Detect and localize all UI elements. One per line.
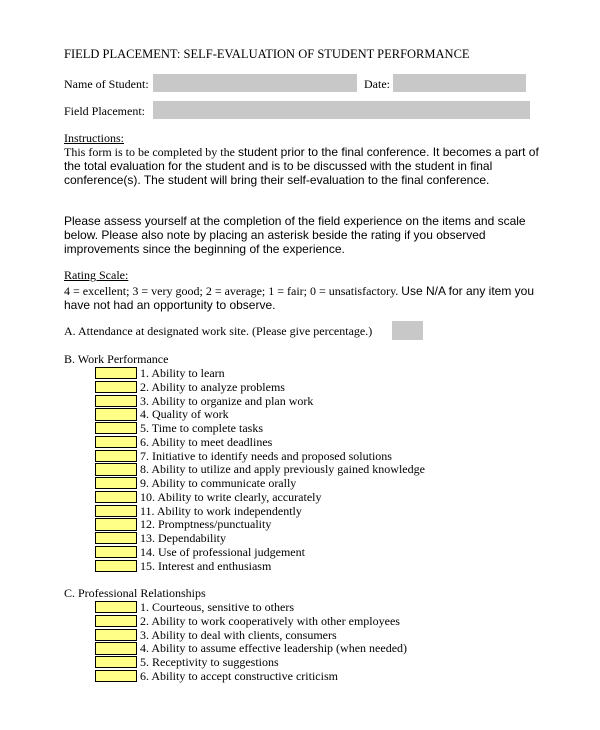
instructions-heading: Instructions:	[64, 131, 124, 145]
item-label: 3. Ability to deal with clients, consumers	[140, 627, 337, 642]
item-label: 2. Ability to work cooperatively with other employees	[140, 613, 400, 628]
rating-box[interactable]	[95, 422, 137, 434]
item-label: 5. Time to complete tasks	[140, 421, 263, 435]
item-label: 15. Interest and enthusiasm	[140, 558, 272, 573]
rating-scale-na: Use N/A for any item you have not had an opportunity to observe.	[64, 284, 535, 312]
rating-box[interactable]	[95, 601, 137, 613]
rating-box[interactable]	[95, 491, 137, 503]
rating-scale-heading: Rating Scale:	[64, 268, 129, 282]
rating-box[interactable]	[95, 463, 137, 475]
item-label: 6. Ability to accept constructive criticism	[140, 668, 338, 683]
item-label: 10. Ability to write clearly, accurately	[140, 489, 322, 504]
form-title: FIELD PLACEMENT: SELF-EVALUATION OF STUDENT PERFORMANCE	[64, 47, 470, 61]
name-label: Name of Student:	[64, 77, 149, 91]
instructions-text-serif: This form is to be completed by the	[64, 145, 238, 159]
rating-box[interactable]	[95, 395, 137, 407]
rating-box[interactable]	[95, 629, 137, 641]
rating-box[interactable]	[95, 518, 137, 530]
placement-label: Field Placement:	[64, 104, 145, 118]
professional-relationships-heading: C. Professional Relationships	[64, 586, 206, 600]
item-label: 4. Ability to assume effective leadership (when needed)	[140, 641, 408, 656]
rating-box[interactable]	[95, 642, 137, 654]
item-label: 3. Ability to organize and plan work	[140, 393, 314, 408]
date-label: Date:	[364, 77, 390, 91]
date-field[interactable]	[393, 74, 526, 92]
instructions-text-sans: student prior to the final conference. It becomes a part of the total evaluation for the student and is to be discussed with the student in final conference(s). The student will bring their self-evaluation to the final conference.	[64, 145, 539, 187]
rating-box[interactable]	[95, 367, 137, 379]
assessment-paragraph: Please assess yourself at the completion of the field experience on the items and scale below. Please also note by placing an asterisk beside the rating if you observed improvements since the beginning of the experience.	[64, 214, 526, 256]
field-placement-field[interactable]	[153, 101, 530, 119]
item-label: 13. Dependability	[140, 531, 226, 545]
rating-box[interactable]	[95, 477, 137, 489]
item-label: 1. Ability to learn	[140, 366, 225, 380]
item-label: 7. Initiative to identify needs and proposed solutions	[140, 448, 392, 463]
item-label: 12. Promptness/punctuality	[140, 517, 272, 532]
rating-box[interactable]	[95, 381, 137, 393]
rating-box[interactable]	[95, 560, 137, 572]
instructions-paragraph	[64, 145, 556, 187]
item-label: 5. Receptivity to suggestions	[140, 655, 279, 669]
item-label: 14. Use of professional judgement	[140, 544, 305, 559]
rating-box[interactable]	[95, 450, 137, 462]
rating-box[interactable]	[95, 505, 137, 517]
rating-scale-values: 4 = excellent; 3 = very good; 2 = average; 1 = fair; 0 = unsatisfactory.	[64, 284, 402, 298]
rating-box[interactable]	[95, 670, 137, 682]
item-label: 9. Ability to communicate orally	[140, 476, 297, 490]
item-label: 1. Courteous, sensitive to others	[140, 600, 294, 614]
rating-box[interactable]	[95, 615, 137, 627]
rating-box[interactable]	[95, 546, 137, 558]
rating-box[interactable]	[95, 436, 137, 448]
item-label: 6. Ability to meet deadlines	[140, 434, 273, 449]
item-label: 2. Ability to analyze problems	[140, 379, 285, 394]
work-performance-heading: B. Work Performance	[64, 352, 169, 366]
rating-box[interactable]	[95, 408, 137, 420]
item-label: 4. Quality of work	[140, 407, 229, 422]
rating-box[interactable]	[95, 532, 137, 544]
attendance-percentage-field[interactable]	[392, 321, 423, 340]
item-label: 8. Ability to utilize and apply previously gained knowledge	[140, 462, 425, 477]
rating-scale-text	[64, 284, 556, 312]
item-label: 11. Ability to work independently	[140, 503, 302, 518]
student-name-field[interactable]	[153, 74, 357, 92]
rating-box[interactable]	[95, 656, 137, 668]
attendance-heading: A. Attendance at designated work site. (Please give percentage.)	[64, 324, 373, 338]
